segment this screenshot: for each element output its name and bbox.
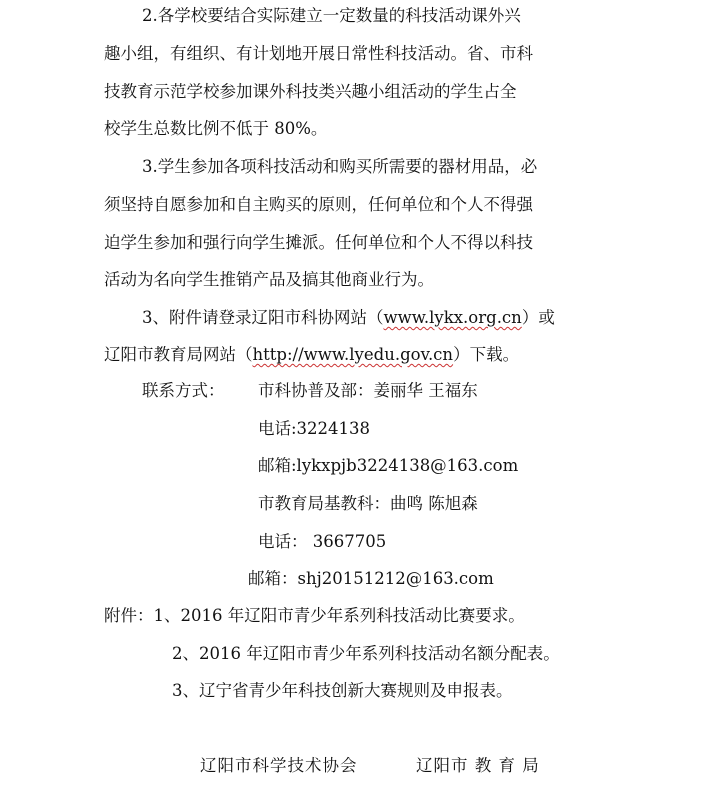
signature-org2: 辽阳市 教 育 局 bbox=[416, 756, 540, 775]
attachment-note-middle: ）或 bbox=[521, 308, 555, 327]
item2-line2: 趣小组，有组织、有计划地开展日常性科技活动。省、市科 bbox=[104, 44, 533, 63]
item3-line4: 活动为名向学生推销产品及搞其他商业行为。 bbox=[104, 270, 434, 289]
item2-line3: 技教育示范学校参加课外科技类兴趣小组活动的学生占全 bbox=[104, 82, 517, 101]
attachment-item2: 2、2016 年辽阳市青少年系列科技活动名额分配表。 bbox=[172, 644, 560, 663]
item2-line4: 校学生总数比例不低于 80%。 bbox=[104, 119, 328, 138]
contact-org1: 市科协普及部：姜丽华 王福东 bbox=[258, 381, 478, 400]
attachment-item3: 3、辽宁省青少年科技创新大赛规则及申报表。 bbox=[172, 681, 513, 700]
item2-line1: 2.各学校要结合实际建立一定数量的科技活动课外兴 bbox=[142, 6, 521, 25]
item3-line1: 3.学生参加各项科技活动和购买所需要的器材用品，必 bbox=[142, 157, 538, 176]
contact-org2: 市教育局基教科：曲鸣 陈旭森 bbox=[258, 494, 478, 513]
item3-line3: 迫学生参加和强行向学生摊派。任何单位和个人不得以科技 bbox=[104, 233, 533, 252]
attachment-note-line2-prefix: 辽阳市教育局网站（ bbox=[104, 345, 253, 364]
contact-email2[interactable]: 邮箱：shj20151212@163.com bbox=[248, 569, 494, 588]
attachment-note-line2 bbox=[104, 344, 519, 366]
item3-line2: 须坚持自愿参加和自主购买的原则，任何单位和个人不得强 bbox=[104, 195, 533, 214]
signature-org1: 辽阳市科学技术协会 bbox=[200, 756, 358, 775]
contact-label: 联系方式： bbox=[142, 381, 225, 400]
attachment-item1: 附件：1、2016 年辽阳市青少年系列科技活动比赛要求。 bbox=[104, 606, 525, 625]
contact-email1[interactable]: 邮箱:lykxpjb3224138@163.com bbox=[258, 456, 519, 475]
cast-website-link[interactable]: www.lykx.org.cn bbox=[383, 308, 522, 327]
contact-phone1: 电话:3224138 bbox=[258, 419, 371, 438]
attachment-note-suffix: ）下载。 bbox=[453, 345, 520, 364]
attachment-note-prefix: 3、附件请登录辽阳市科协网站（ bbox=[142, 308, 384, 327]
contact-phone2: 电话： 3667705 bbox=[258, 532, 387, 551]
edu-website-link[interactable]: http://www.lyedu.gov.cn bbox=[252, 345, 454, 364]
attachment-note-line1 bbox=[142, 307, 555, 329]
